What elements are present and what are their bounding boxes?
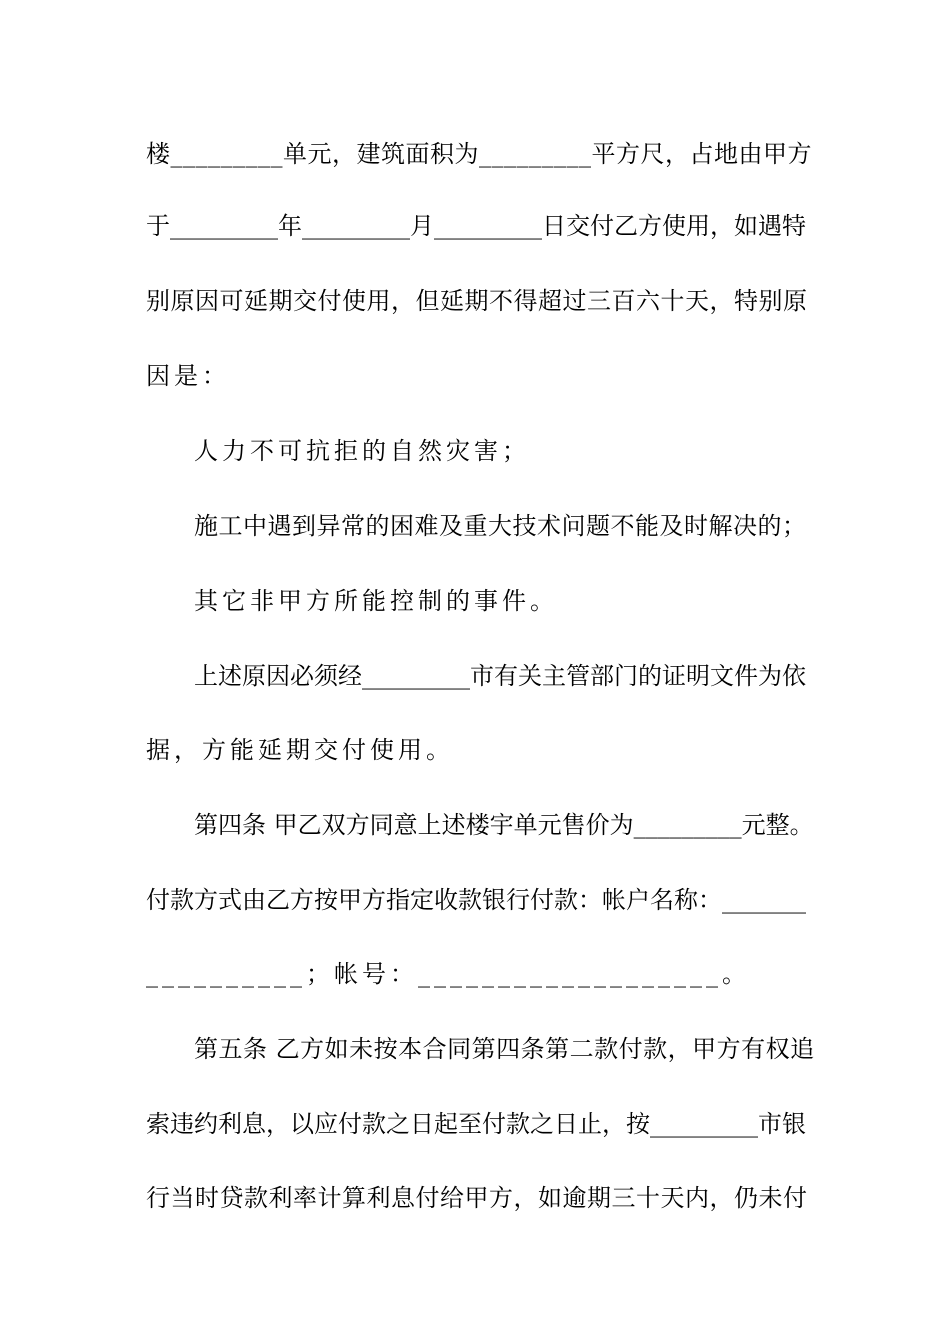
- text-line: 行当时贷款利率计算利息付给甲方，如逾期三十天内，仍未付: [146, 1184, 808, 1212]
- text-line: 第四条 甲乙双方同意上述楼宇单元售价为_________元整。: [194, 811, 814, 839]
- text-line: 楼_________单元，建筑面积为_________平方尺，占地由甲方: [146, 140, 812, 168]
- text-line: 据，方能延期交付使用。: [146, 736, 454, 764]
- text-line: 索违约利息，以应付款之日起至付款之日止，按_________市银: [146, 1110, 806, 1138]
- text-line: 人力不可抗拒的自然灾害；: [194, 437, 530, 465]
- text-line: 第五条 乙方如未按本合同第四条第二款付款，甲方有权追: [194, 1035, 815, 1063]
- text-line: 其它非甲方所能控制的事件。: [194, 587, 558, 615]
- text-line: 别原因可延期交付使用，但延期不得超过三百六十天，特别原: [146, 287, 808, 315]
- text-line: 付款方式由乙方按甲方指定收款银行付款：帐户名称：_______: [146, 886, 806, 914]
- text-line: __________；帐号：___________________。: [146, 960, 750, 988]
- text-line: 于_________年_________月_________日交付乙方使用，如遇特: [146, 212, 806, 240]
- text-line: 施工中遇到异常的困难及重大技术问题不能及时解决的；: [194, 512, 807, 540]
- text-line: 上述原因必须经_________市有关主管部门的证明文件为依: [194, 662, 806, 690]
- text-line: 因是：: [146, 362, 230, 390]
